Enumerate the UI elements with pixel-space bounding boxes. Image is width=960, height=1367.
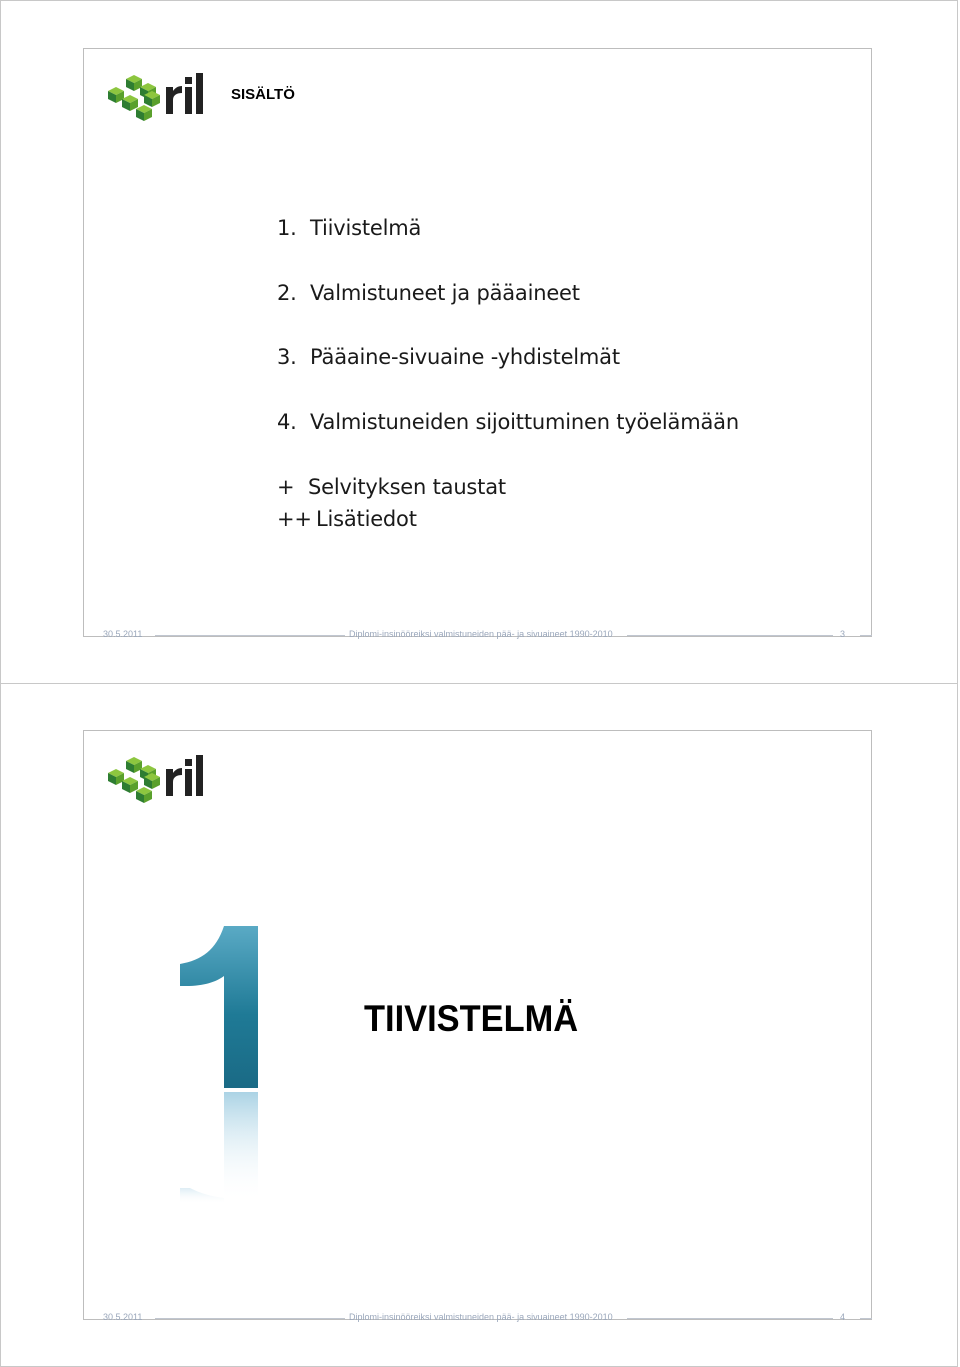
slide-section — [83, 730, 872, 1320]
slide-contents — [83, 48, 872, 637]
section-number-graphic — [180, 926, 258, 1206]
footer-title: Diplomi-insinööreiksi valmistuneiden pää- ja sivuaineet 1990-2010 — [349, 1312, 613, 1322]
footer-page-number: 3 — [840, 629, 846, 639]
ril-logo-letters — [166, 73, 203, 114]
extra-item-background — [277, 475, 506, 499]
toc-item-4 — [277, 410, 739, 434]
slide-footer — [83, 1312, 872, 1326]
ril-logo-cubes — [108, 75, 160, 121]
toc-label: Valmistuneet ja pääaineet — [310, 281, 580, 305]
section-title: TIIVISTELMÄ — [364, 998, 579, 1039]
toc-number: 3. — [277, 345, 297, 369]
footer-divider — [155, 1318, 345, 1319]
extra-marker: ++ — [277, 507, 312, 531]
ril-logo-letters — [166, 755, 203, 796]
toc-item-3 — [277, 345, 620, 369]
slide-footer — [83, 629, 872, 643]
toc-label: Valmistuneiden sijoittuminen työelämään — [310, 410, 739, 434]
ril-logo-cubes — [108, 757, 160, 803]
extra-item-info — [277, 507, 417, 531]
footer-title: Diplomi-insinööreiksi valmistuneiden pää- ja sivuaineet 1990-2010 — [349, 629, 613, 639]
footer-divider — [860, 635, 872, 636]
footer-divider — [860, 1318, 872, 1319]
toc-number: 1. — [277, 216, 297, 240]
footer-divider — [155, 635, 345, 636]
ril-logo — [106, 751, 216, 811]
extra-label: Selvityksen taustat — [308, 475, 506, 499]
toc-label: Pääaine-sivuaine -yhdistelmät — [310, 345, 620, 369]
footer-page-number: 4 — [840, 1312, 846, 1322]
extra-marker: + — [277, 475, 295, 499]
document-page-4 — [0, 683, 958, 1367]
slide-title: SISÄLTÖ — [231, 86, 295, 103]
ril-logo — [106, 69, 216, 129]
toc-label: Tiivistelmä — [310, 216, 422, 240]
document-page-3 — [0, 0, 958, 684]
footer-date: 30.5.2011 — [103, 629, 143, 639]
extra-label: Lisätiedot — [316, 507, 417, 531]
toc-number: 4. — [277, 410, 297, 434]
toc-item-2 — [277, 281, 580, 305]
footer-divider — [627, 1318, 833, 1319]
toc-item-1 — [277, 216, 421, 240]
footer-divider — [627, 635, 833, 636]
footer-date: 30.5.2011 — [103, 1312, 143, 1322]
toc-number: 2. — [277, 281, 297, 305]
